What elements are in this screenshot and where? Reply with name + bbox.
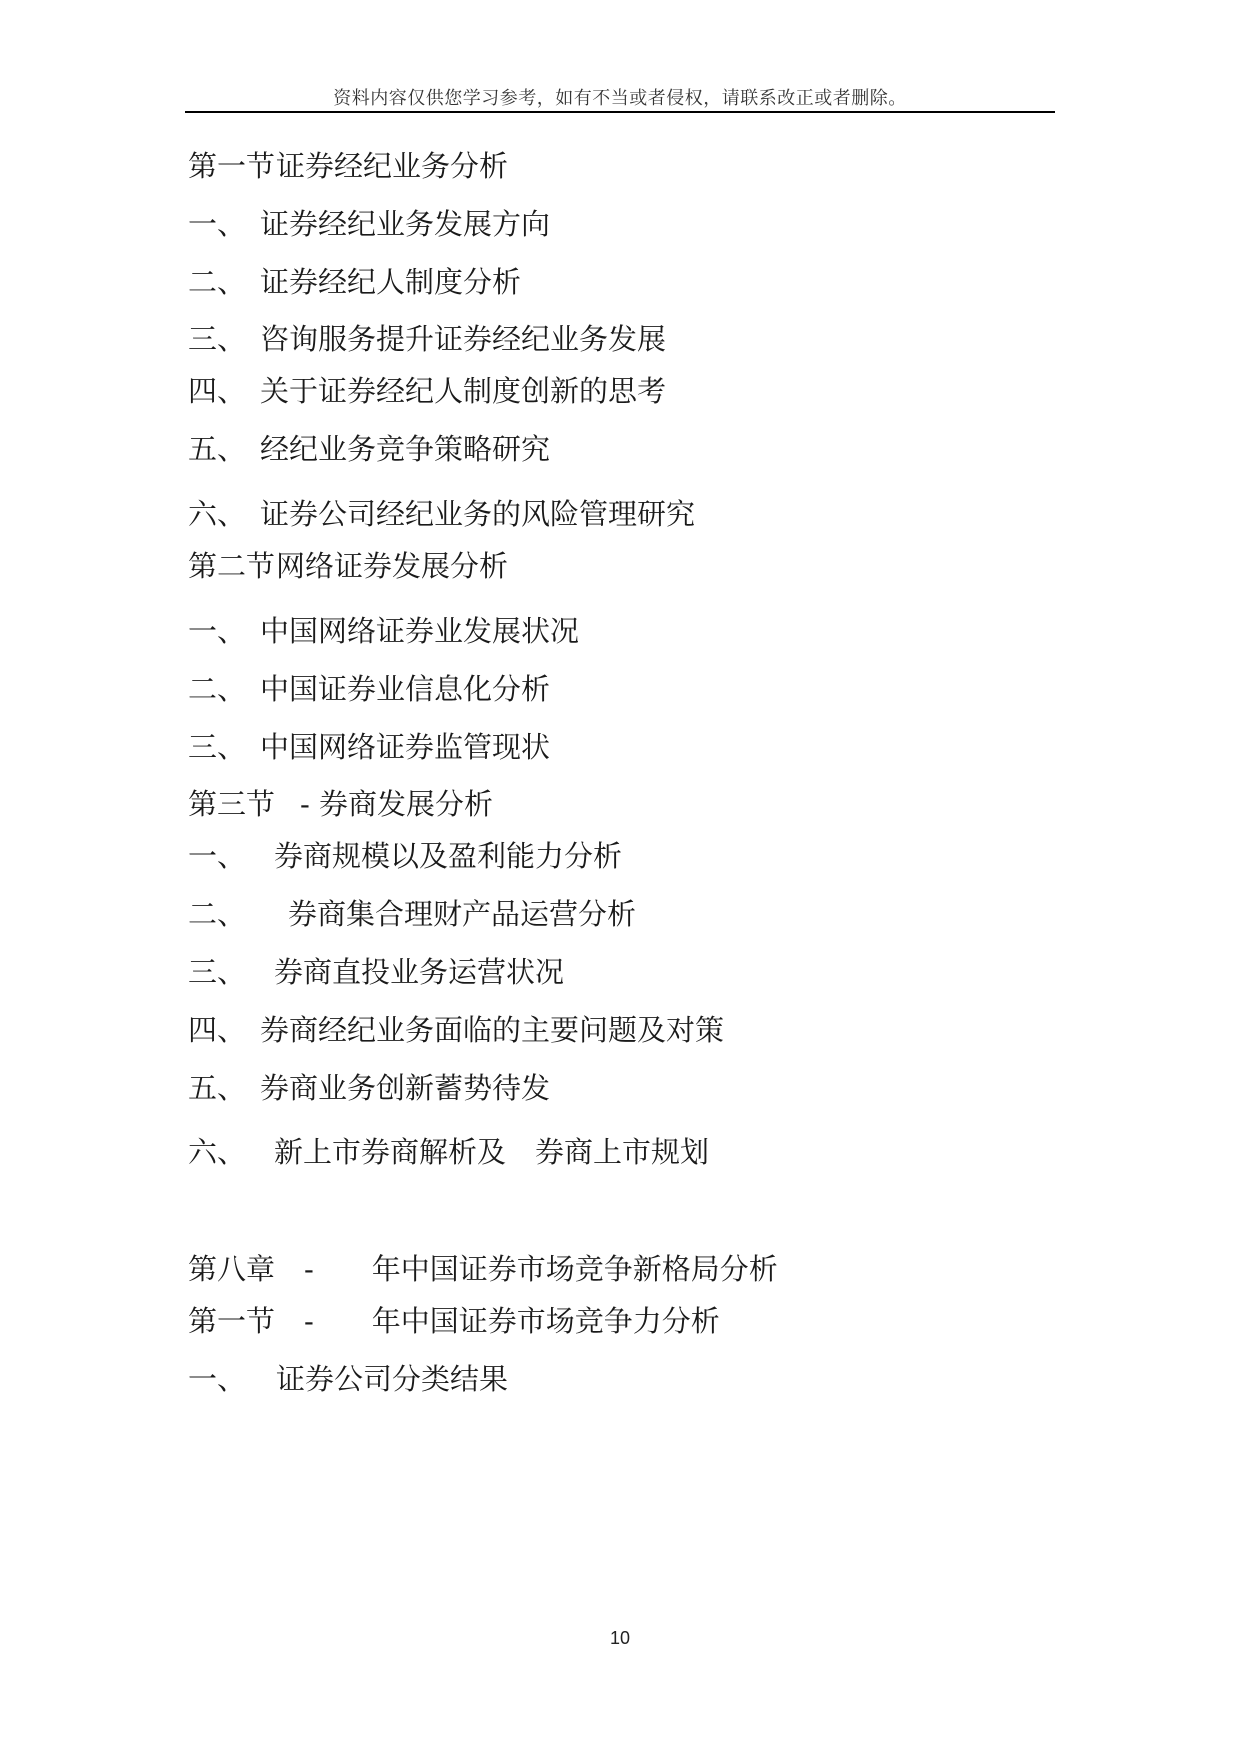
toc-item (188, 1362, 508, 1396)
toc-number: 二、 (188, 897, 247, 931)
toc-text: 证券经纪业务发展方向 (260, 207, 551, 241)
toc-item (188, 672, 550, 706)
toc-text: 券商业务创新蓄势待发 (260, 1071, 551, 1105)
toc-item (188, 432, 550, 466)
toc-text: 证券公司分类结果 (276, 1362, 509, 1396)
toc-number: 二、 (188, 672, 247, 706)
toc-number: 五、 (188, 1071, 247, 1105)
toc-item (188, 955, 564, 989)
toc-text: 网络证券发展分析 (276, 549, 509, 583)
toc-number: 一、 (188, 1362, 247, 1396)
toc-number: 一、 (188, 207, 247, 241)
toc-number: 一、 (188, 614, 247, 648)
toc-text: - 年中国证券市场竞争力分析 (304, 1304, 720, 1338)
toc-number: 第二节 (188, 549, 276, 583)
toc-number: 三、 (188, 322, 247, 356)
toc-text: 证券经纪业务分析 (276, 149, 509, 183)
toc-item (188, 730, 550, 764)
toc-text: 新上市券商解析及 券商上市规划 (274, 1135, 710, 1169)
toc-text: - 年中国证券市场竞争新格局分析 (304, 1252, 778, 1286)
toc-number: 第一节 (188, 149, 276, 183)
toc-item (188, 839, 622, 873)
toc-item (188, 265, 521, 299)
toc-text: 券商规模以及盈利能力分析 (274, 839, 623, 873)
toc-number: 二、 (188, 265, 247, 299)
toc-number: 四、 (188, 1013, 247, 1047)
toc-number: 第一节 (188, 1304, 276, 1338)
toc-item (188, 1013, 724, 1047)
toc-item (188, 897, 636, 931)
toc-number: 第三节 (188, 787, 276, 821)
toc-text: 证券经纪人制度分析 (260, 265, 522, 299)
toc-number: 四、 (188, 374, 247, 408)
toc-item (188, 1071, 550, 1105)
toc-item (188, 374, 666, 408)
toc-section-heading (188, 549, 508, 583)
toc-chapter-heading (188, 1252, 778, 1286)
toc-text: 中国证券业信息化分析 (260, 672, 551, 706)
toc-text: 券商经纪业务面临的主要问题及对策 (260, 1013, 725, 1047)
page-number: 10 (609, 1628, 631, 1648)
toc-number: 六、 (188, 497, 247, 531)
toc-text: 中国网络证券业发展状况 (260, 614, 580, 648)
toc-section-heading (188, 787, 493, 821)
toc-text: 关于证券经纪人制度创新的思考 (260, 374, 667, 408)
toc-text: 咨询服务提升证券经纪业务发展 (260, 322, 667, 356)
toc-text: 中国网络证券监管现状 (260, 730, 551, 764)
toc-number: 第八章 (188, 1252, 276, 1286)
toc-number: 五、 (188, 432, 247, 466)
toc-item (188, 1135, 709, 1169)
toc-text: 券商集合理财产品运营分析 (288, 897, 637, 931)
toc-item (188, 207, 550, 241)
header-disclaimer: 资料内容仅供您学习参考，如有不当或者侵权，请联系改正或者删除。 (333, 88, 907, 109)
toc-item (188, 614, 579, 648)
toc-section-heading (188, 149, 508, 183)
toc-text: - 券商发展分析 (300, 787, 494, 821)
toc-text: 经纪业务竞争策略研究 (260, 432, 551, 466)
toc-text: 券商直投业务运营状况 (274, 955, 565, 989)
toc-item (188, 497, 695, 531)
toc-item (188, 322, 666, 356)
toc-number: 六、 (188, 1135, 247, 1169)
toc-text: 证券公司经纪业务的风险管理研究 (260, 497, 696, 531)
toc-number: 一、 (188, 839, 247, 873)
toc-section-heading (188, 1304, 720, 1338)
toc-number: 三、 (188, 730, 247, 764)
header-rule (185, 111, 1055, 113)
toc-number: 三、 (188, 955, 247, 989)
